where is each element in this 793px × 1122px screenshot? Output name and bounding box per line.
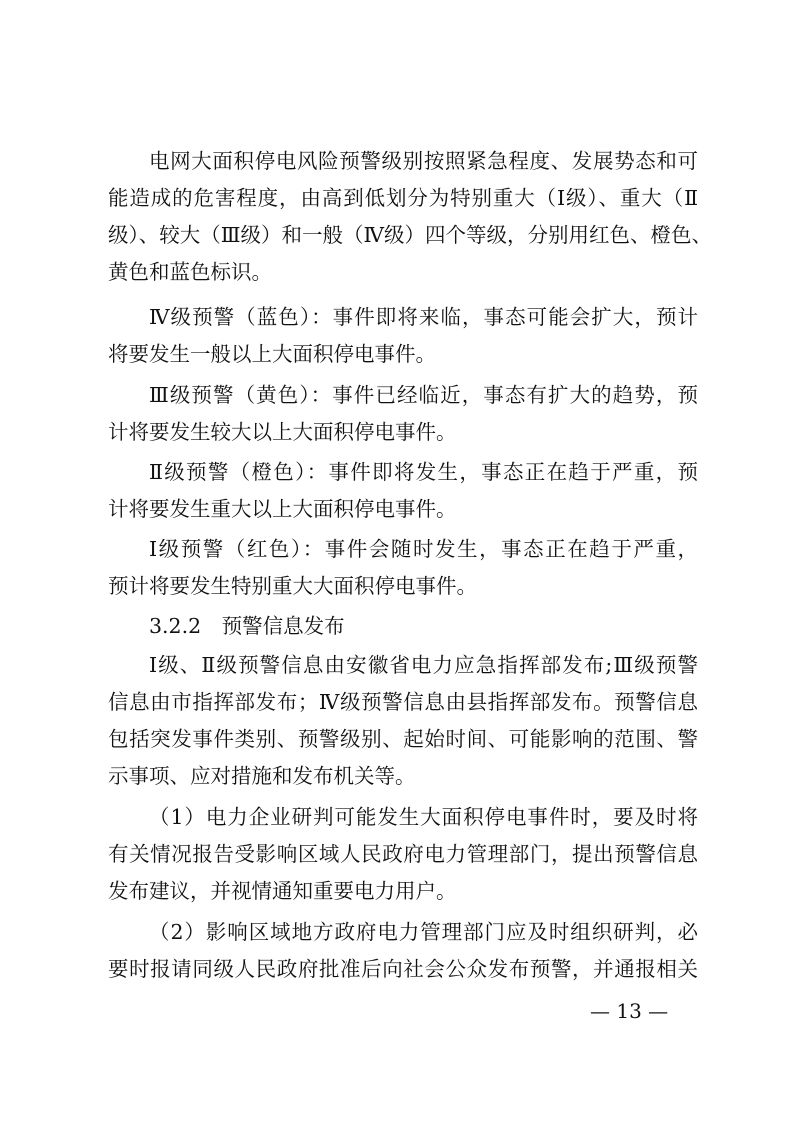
level-2-warning-line-2: 计将要发生重大以上大面积停电事件。 [108, 497, 457, 521]
release-paragraph-line-4: 示事项、应对措施和发布机关等。 [108, 764, 416, 788]
release-paragraph-line-1: Ⅰ级、Ⅱ级预警信息由安徽省电力应急指挥部发布;Ⅲ级预警 [149, 653, 698, 677]
level-2-warning-line-1: Ⅱ级预警（橙色）：事件即将发生，事态正在趋于严重，预 [149, 460, 698, 484]
level-3-warning-line-1: Ⅲ级预警（黄色）：事件已经临近，事态有扩大的趋势，预 [149, 383, 698, 407]
paragraph-1-line-1: 电网大面积停电风险预警级别按照紧急程度、发展势态和可 [149, 149, 698, 173]
paragraph-1-line-4: 黄色和蓝色标识。 [108, 260, 272, 284]
level-4-warning-line-2: 将要发生一般以上大面积停电事件。 [108, 342, 436, 366]
level-3-warning-line-2: 计将要发生较大以上大面积停电事件。 [108, 420, 457, 444]
item-2-line-1: （2）影响区域地方政府电力管理部门应及时组织研判，必 [149, 920, 698, 944]
paragraph-1-line-2: 能造成的危害程度，由高到低划分为特别重大（Ⅰ级）、重大（Ⅱ [108, 186, 698, 210]
level-1-warning-line-2: 预计将要发生特别重大大面积停电事件。 [108, 574, 477, 598]
item-1-line-1: （1）电力企业研判可能发生大面积停电事件时，要及时将 [149, 805, 698, 829]
paragraph-1-line-3: 级）、较大（Ⅲ级）和一般（Ⅳ级）四个等级，分别用红色、橙色、 [108, 223, 712, 247]
item-1-line-2: 有关情况报告受影响区域人民政府电力管理部门，提出预警信息 [108, 842, 698, 866]
release-paragraph-line-2: 信息由市指挥部发布；Ⅳ级预警信息由县指挥部发布。预警信息 [108, 690, 698, 714]
level-4-warning-line-1: Ⅳ级预警（蓝色）：事件即将来临，事态可能会扩大，预计 [149, 305, 698, 329]
level-1-warning-line-1: Ⅰ级预警（红色）：事件会随时发生，事态正在趋于严重， [149, 537, 698, 561]
item-2-line-2: 要时报请同级人民政府批准后向社会公众发布预警，并通报相关 [108, 957, 698, 981]
page-number: — 13 — [590, 999, 669, 1023]
item-1-line-3: 发布建议，并视情通知重要电力用户。 [108, 879, 457, 903]
section-heading-3-2-2: 3.2.2 预警信息发布 [149, 614, 345, 638]
release-paragraph-line-3: 包括突发事件类别、预警级别、起始时间、可能影响的范围、警 [108, 727, 698, 751]
